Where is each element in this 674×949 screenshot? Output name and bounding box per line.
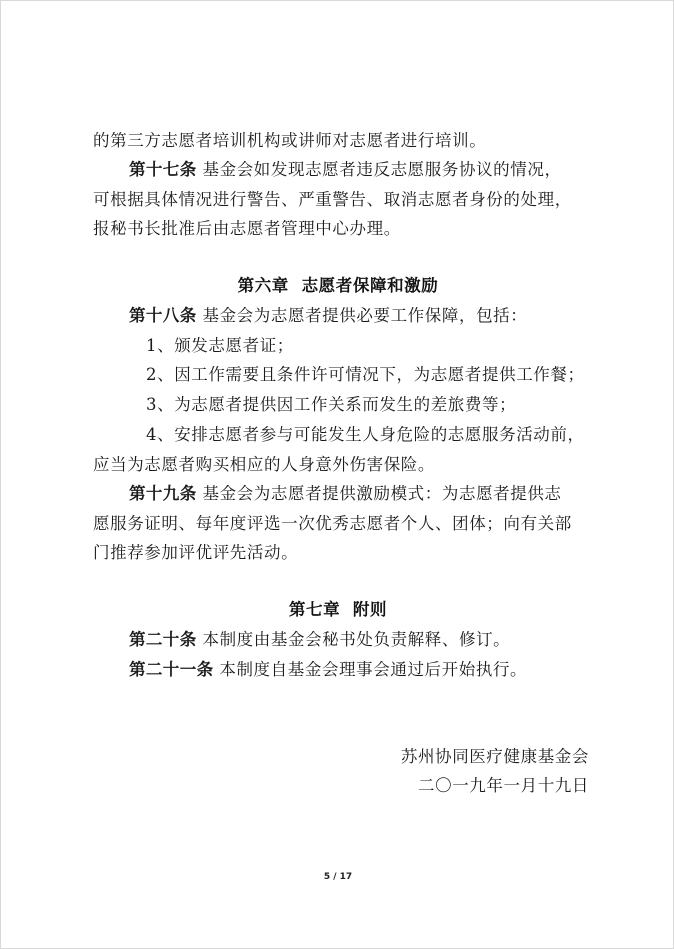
article-18-label: 第十八条 — [129, 306, 197, 325]
paragraph-text: 的第三方志愿者培训机构或讲师对志愿者进行培训。 — [93, 131, 487, 150]
article-17-label: 第十七条 — [129, 160, 197, 179]
article-18-text: 基金会为志愿者提供必要工作保障，包括： — [202, 306, 528, 325]
chapter-6-heading: 第六章 志愿者保障和激励 — [237, 276, 439, 295]
page-indicator: 5 / 17 — [323, 872, 353, 882]
article-19-line-1 — [129, 480, 562, 504]
article-18-item-2: 2、因工作需要且条件许可情况下，为志愿者提供工作餐； — [146, 365, 585, 384]
chapter-7-heading: 第七章 附则 — [288, 600, 388, 619]
signature-organization: 苏州协同医疗健康基金会 — [400, 747, 589, 766]
article-17-text: 基金会如发现志愿者违反志愿服务协议的情况， — [202, 160, 562, 179]
article-17-text: 可根据具体情况进行警告、严重警告、取消志愿者身份的处理， — [93, 190, 572, 209]
article-19-text: 基金会为志愿者提供激励模式：为志愿者提供志 — [202, 484, 562, 503]
article-18-item-4: 4、安排志愿者参与可能发生人身危险的志愿服务活动前， — [146, 425, 585, 444]
article-19-line-3: 门推荐参加评优评先活动。 — [93, 543, 299, 562]
article-20-line-1 — [129, 626, 510, 650]
paragraph-line — [93, 127, 486, 151]
article-18-item-3: 3、为志愿者提供因工作关系而发生的差旅费等； — [146, 395, 517, 414]
article-20-text: 本制度由基金会秘书处负责解释、修订。 — [202, 630, 511, 649]
article-17-line-3 — [93, 215, 401, 239]
article-18-item-1: 1、颁发志愿者证； — [146, 336, 294, 355]
article-21-text: 本制度自基金会理事会通过后开始执行。 — [219, 660, 528, 679]
article-21-line-1 — [129, 656, 527, 680]
article-19-line-2: 愿服务证明、每年度评选一次优秀志愿者个人、团体；向有关部 — [93, 514, 572, 533]
article-20-label: 第二十条 — [129, 630, 197, 649]
article-21-label: 第二十一条 — [129, 660, 214, 679]
article-17-line-2 — [93, 186, 572, 210]
signature-date: 二〇一九年一月十九日 — [418, 776, 589, 795]
article-17-text: 报秘书长批准后由志愿者管理中心办理。 — [93, 219, 401, 238]
article-18-line-1 — [129, 302, 527, 326]
article-19-label: 第十九条 — [129, 484, 197, 503]
article-17-line-1 — [129, 156, 562, 180]
article-18-item-4-cont: 应当为志愿者购买相应的人身意外伤害保险。 — [93, 455, 435, 474]
